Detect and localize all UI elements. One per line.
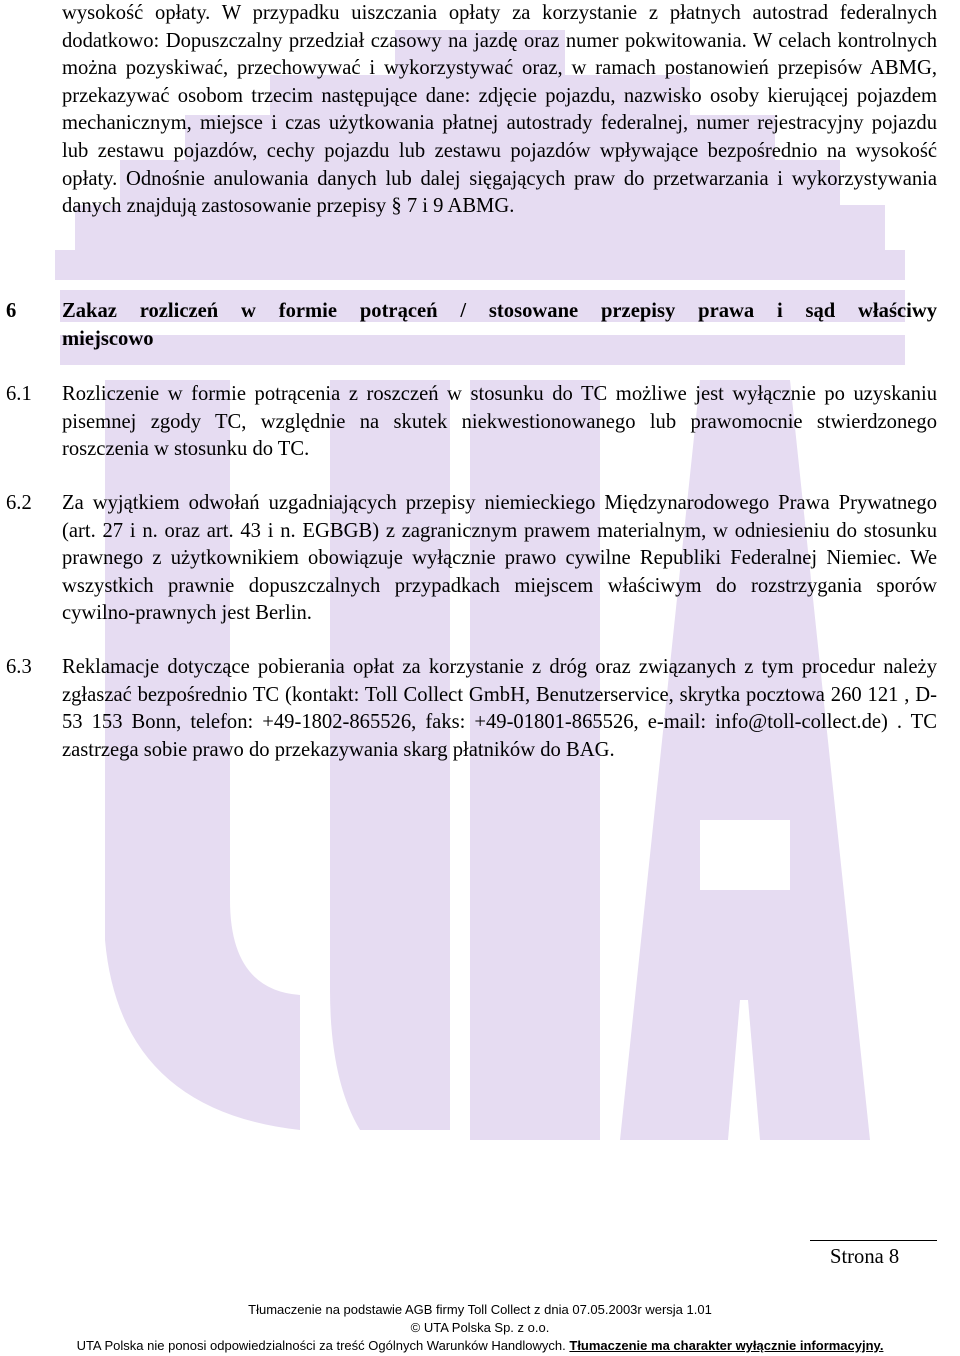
footer-disclaimer-text: UTA Polska nie ponosi odpowiedzialności za treść Ogólnych Warunków Handlowych.	[76, 1338, 566, 1353]
clause-text: Za wyjątkiem odwołań uzgadniających przepisy niemieckiego Międzynarodowego Prawa Prywatnego (art. 27 i n. oraz art. 43 i n. EGBGB) z zagranicznym prawem materialnym, w odniesieniu do stosunku prawnego z użytkownikiem obowiązuje wyłącznie prawo cywilne Republiki Federalnej Niemiec. We wszystkich prawnie dopuszczalnych przypadkach miejscem właściwym do rozstrzygania sporów cywilno-prawnych jest Berlin.	[62, 492, 937, 625]
section-title-line1: Zakaz rozliczeń w formie potrąceń / stosowane przepisy prawa i sąd właściwy	[62, 300, 937, 322]
section-number: 6	[6, 300, 17, 322]
clause-number: 6.1	[6, 383, 32, 405]
intro-text: wysokość opłaty. W przypadku uiszczania opłaty za korzystanie z płatnych autostrad federalnych dodatkowo: Dopuszczalny przedział czasowy na jazdę oraz numer pokwitowania. W celach kontrolnych można pozyskiwać, przechowywać i wykorzystywać oraz, w ramach postanowień przepisów ABMG, przekazywać osobom trzecim następujące dane: zdjęcie pojazdu, nazwisko osoby kierującej pojazdem mechanicznym, miejsce i czas użytkowania płatnej autostrady federalnej, numer rejestracyjny pojazdu lub zestawu pojazdów, cechy pojazdu lub zestawu pojazdów wpływające bezpośrednio na wysokość opłaty. Odnośnie anulowania danych lub dalej sięgających praw do przetwarzania i wykorzystywania danych znajdują zastosowanie przepisy § 7 i 9 ABMG.	[62, 2, 937, 218]
clause-text: Reklamacje dotyczące pobierania opłat za korzystanie z dróg oraz związanych z tym procedur należy zgłaszać bezpośrednio TC (kontakt: Toll Collect GmbH, Benutzerservice, skrytka pocztowa 260 121 , D- 53 153 Bonn, telefon: +49-1802-865526, faks: +49-01801-865526, e-mail: info@toll-collect.de) . TC zastrzega sobie prawo do przekazywania skarg płatników do BAG.	[62, 656, 937, 761]
section-title-line2: miejscowo	[62, 327, 154, 350]
footer-copyright: © UTA Polska Sp. z o.o.	[410, 1320, 550, 1335]
clause-number: 6.2	[6, 492, 32, 514]
footer-divider	[810, 1240, 937, 1241]
footer-disclaimer	[0, 1338, 960, 1354]
page-number: Strona 8	[830, 1246, 900, 1268]
clause-text: Rozliczenie w formie potrącenia z roszczeń w stosunku do TC możliwe jest wyłącznie po uzyskaniu pisemnej zgody TC, względnie na skutek niekwestionowanego lub prawomocnie stwierdzonego roszczenia w stosunku do TC.	[62, 383, 937, 461]
footer-translation-note: Tłumaczenie na podstawie AGB firmy Toll Collect z dnia 07.05.2003r wersja 1.01	[248, 1302, 712, 1317]
footer-disclaimer-bold: Tłumaczenie ma charakter wyłącznie informacyjny.	[569, 1338, 884, 1353]
intro-paragraph	[62, 0, 937, 221]
clause-number: 6.3	[6, 656, 32, 678]
